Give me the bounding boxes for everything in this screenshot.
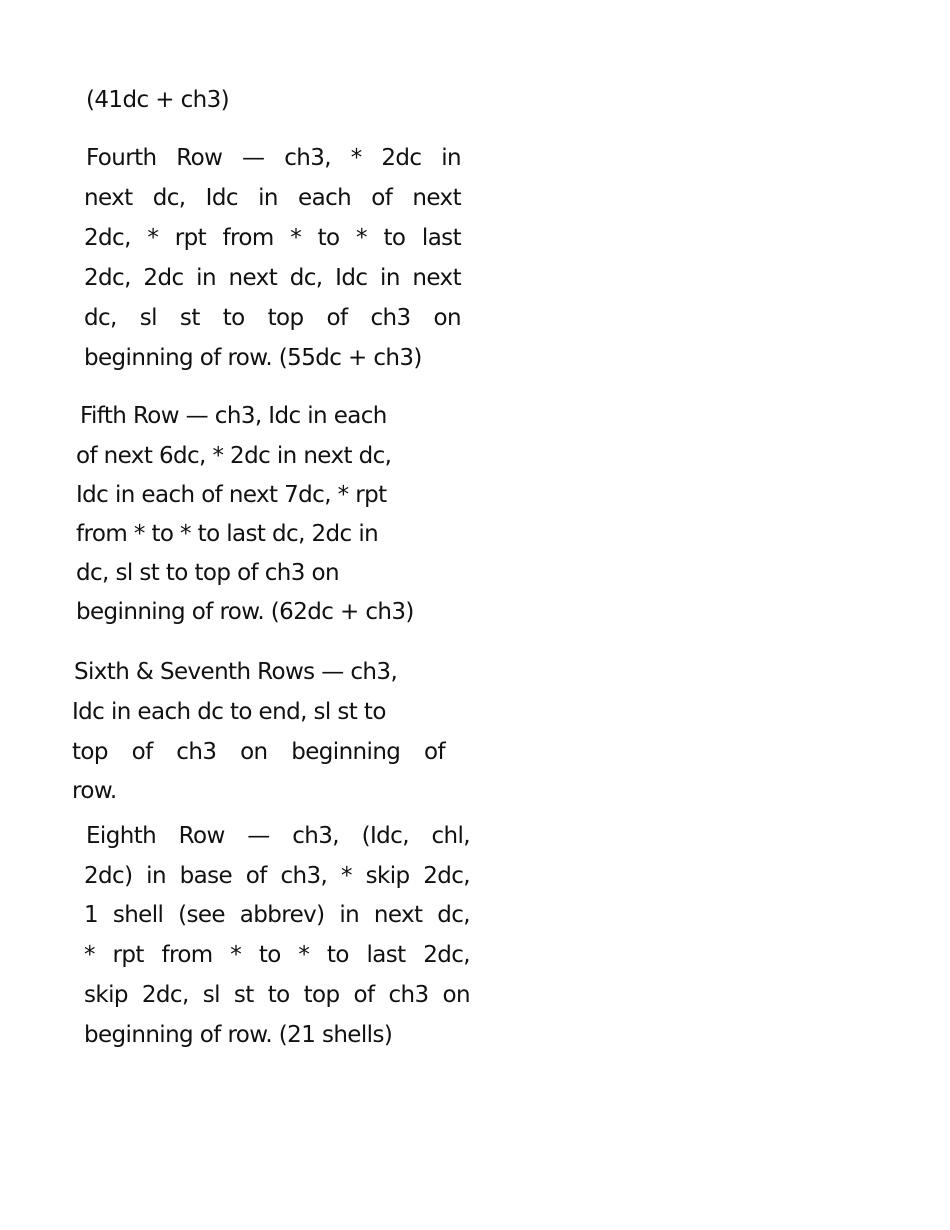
- fifth-row-line-4: from * to * to last dc, 2dc in: [76, 521, 379, 547]
- fourth-row-line-2: next dc, Idc in each of next: [84, 185, 461, 211]
- sixth-seventh-line-3: top of ch3 on beginning of: [72, 739, 445, 765]
- eighth-row-line-2: 2dc) in base of ch3, * skip 2dc,: [84, 863, 470, 889]
- sixth-seventh-line-2: Idc in each dc to end, sl st to: [72, 699, 386, 725]
- sixth-seventh-line-4: row.: [72, 778, 117, 804]
- eighth-row-line-3: 1 shell (see abbrev) in next dc,: [84, 902, 470, 928]
- eighth-row-line-1: Eighth Row — ch3, (Idc, chl,: [86, 823, 470, 849]
- intro-line: (41dc + ch3): [86, 87, 230, 113]
- fifth-row-line-1: Fifth Row — ch3, Idc in each: [80, 403, 387, 429]
- eighth-row-line-6: beginning of row. (21 shells): [84, 1022, 393, 1048]
- fifth-row-line-6: beginning of row. (62dc + ch3): [76, 599, 414, 625]
- eighth-row-line-5: skip 2dc, sl st to top of ch3 on: [84, 982, 470, 1008]
- eighth-row-line-4: * rpt from * to * to last 2dc,: [84, 942, 470, 968]
- fifth-row-line-2: of next 6dc, * 2dc in next dc,: [76, 443, 392, 469]
- sixth-seventh-line-1: Sixth & Seventh Rows — ch3,: [74, 659, 398, 685]
- fourth-row-line-6: beginning of row. (55dc + ch3): [84, 345, 422, 371]
- fourth-row-line-3: 2dc, * rpt from * to * to last: [84, 225, 461, 251]
- fourth-row-line-5: dc, sl st to top of ch3 on: [84, 305, 461, 331]
- fifth-row-line-3: Idc in each of next 7dc, * rpt: [76, 482, 387, 508]
- fourth-row-line-1: Fourth Row — ch3, * 2dc in: [86, 145, 461, 171]
- fifth-row-line-5: dc, sl st to top of ch3 on: [76, 560, 339, 586]
- fourth-row-line-4: 2dc, 2dc in next dc, Idc in next: [84, 265, 461, 291]
